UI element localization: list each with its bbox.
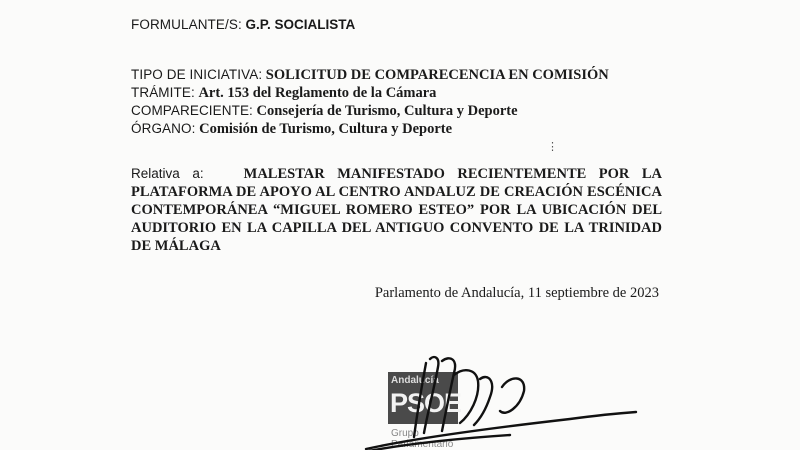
scan-speck: ⋮ — [547, 141, 558, 153]
relativa-text: MALESTAR MANIFESTADO RECIENTEMENTE POR LA PLATAFORMA DE APOYO AL CENTRO ANDALUZ DE CREACIÓN ESCÉNICA CONTEMPORÁNEA “MIGUEL ROMERO ESTEO” POR LA UBICACIÓN DEL AUDITORIO EN LA CAPILLA DEL ANTIGUO CONVENTO DE LA TRINIDAD DE MÁLAGA — [131, 166, 662, 254]
formulante-value: G.P. SOCIALISTA — [245, 17, 356, 32]
compareciente-value: Consejería de Turismo, Cultura y Deporte — [256, 103, 518, 119]
stamp-top-text: Andalucía — [391, 375, 439, 386]
tipo-iniciativa-line — [131, 66, 609, 84]
handwritten-signature — [330, 345, 710, 450]
compareciente-label: COMPARECIENTE: — [131, 103, 253, 118]
tipo-iniciativa-value: SOLICITUD DE COMPARECENCIA EN COMISIÓN — [265, 67, 609, 83]
relativa-paragraph — [131, 165, 662, 255]
compareciente-line — [131, 102, 518, 120]
stamp-main-text: PSOE — [390, 388, 462, 418]
tramite-line — [131, 84, 436, 102]
tramite-value: Art. 153 del Reglamento de la Cámara — [198, 85, 437, 101]
formulante-label: FORMULANTE/S: — [131, 17, 242, 32]
tipo-iniciativa-label: TIPO DE INICIATIVA: — [131, 67, 263, 82]
formulante-line — [131, 16, 355, 34]
place-date: Parlamento de Andalucía, 11 septiembre de 2023 — [374, 285, 659, 301]
tramite-label: TRÁMITE: — [131, 85, 195, 100]
organo-label: ÓRGANO: — [131, 121, 196, 136]
organo-value: Comisión de Turismo, Cultura y Deporte — [199, 121, 453, 137]
organo-line — [131, 120, 452, 138]
relativa-label: Relativa a: — [131, 166, 204, 181]
stamp-sub-text: Grupo Parlamentario — [391, 428, 454, 450]
